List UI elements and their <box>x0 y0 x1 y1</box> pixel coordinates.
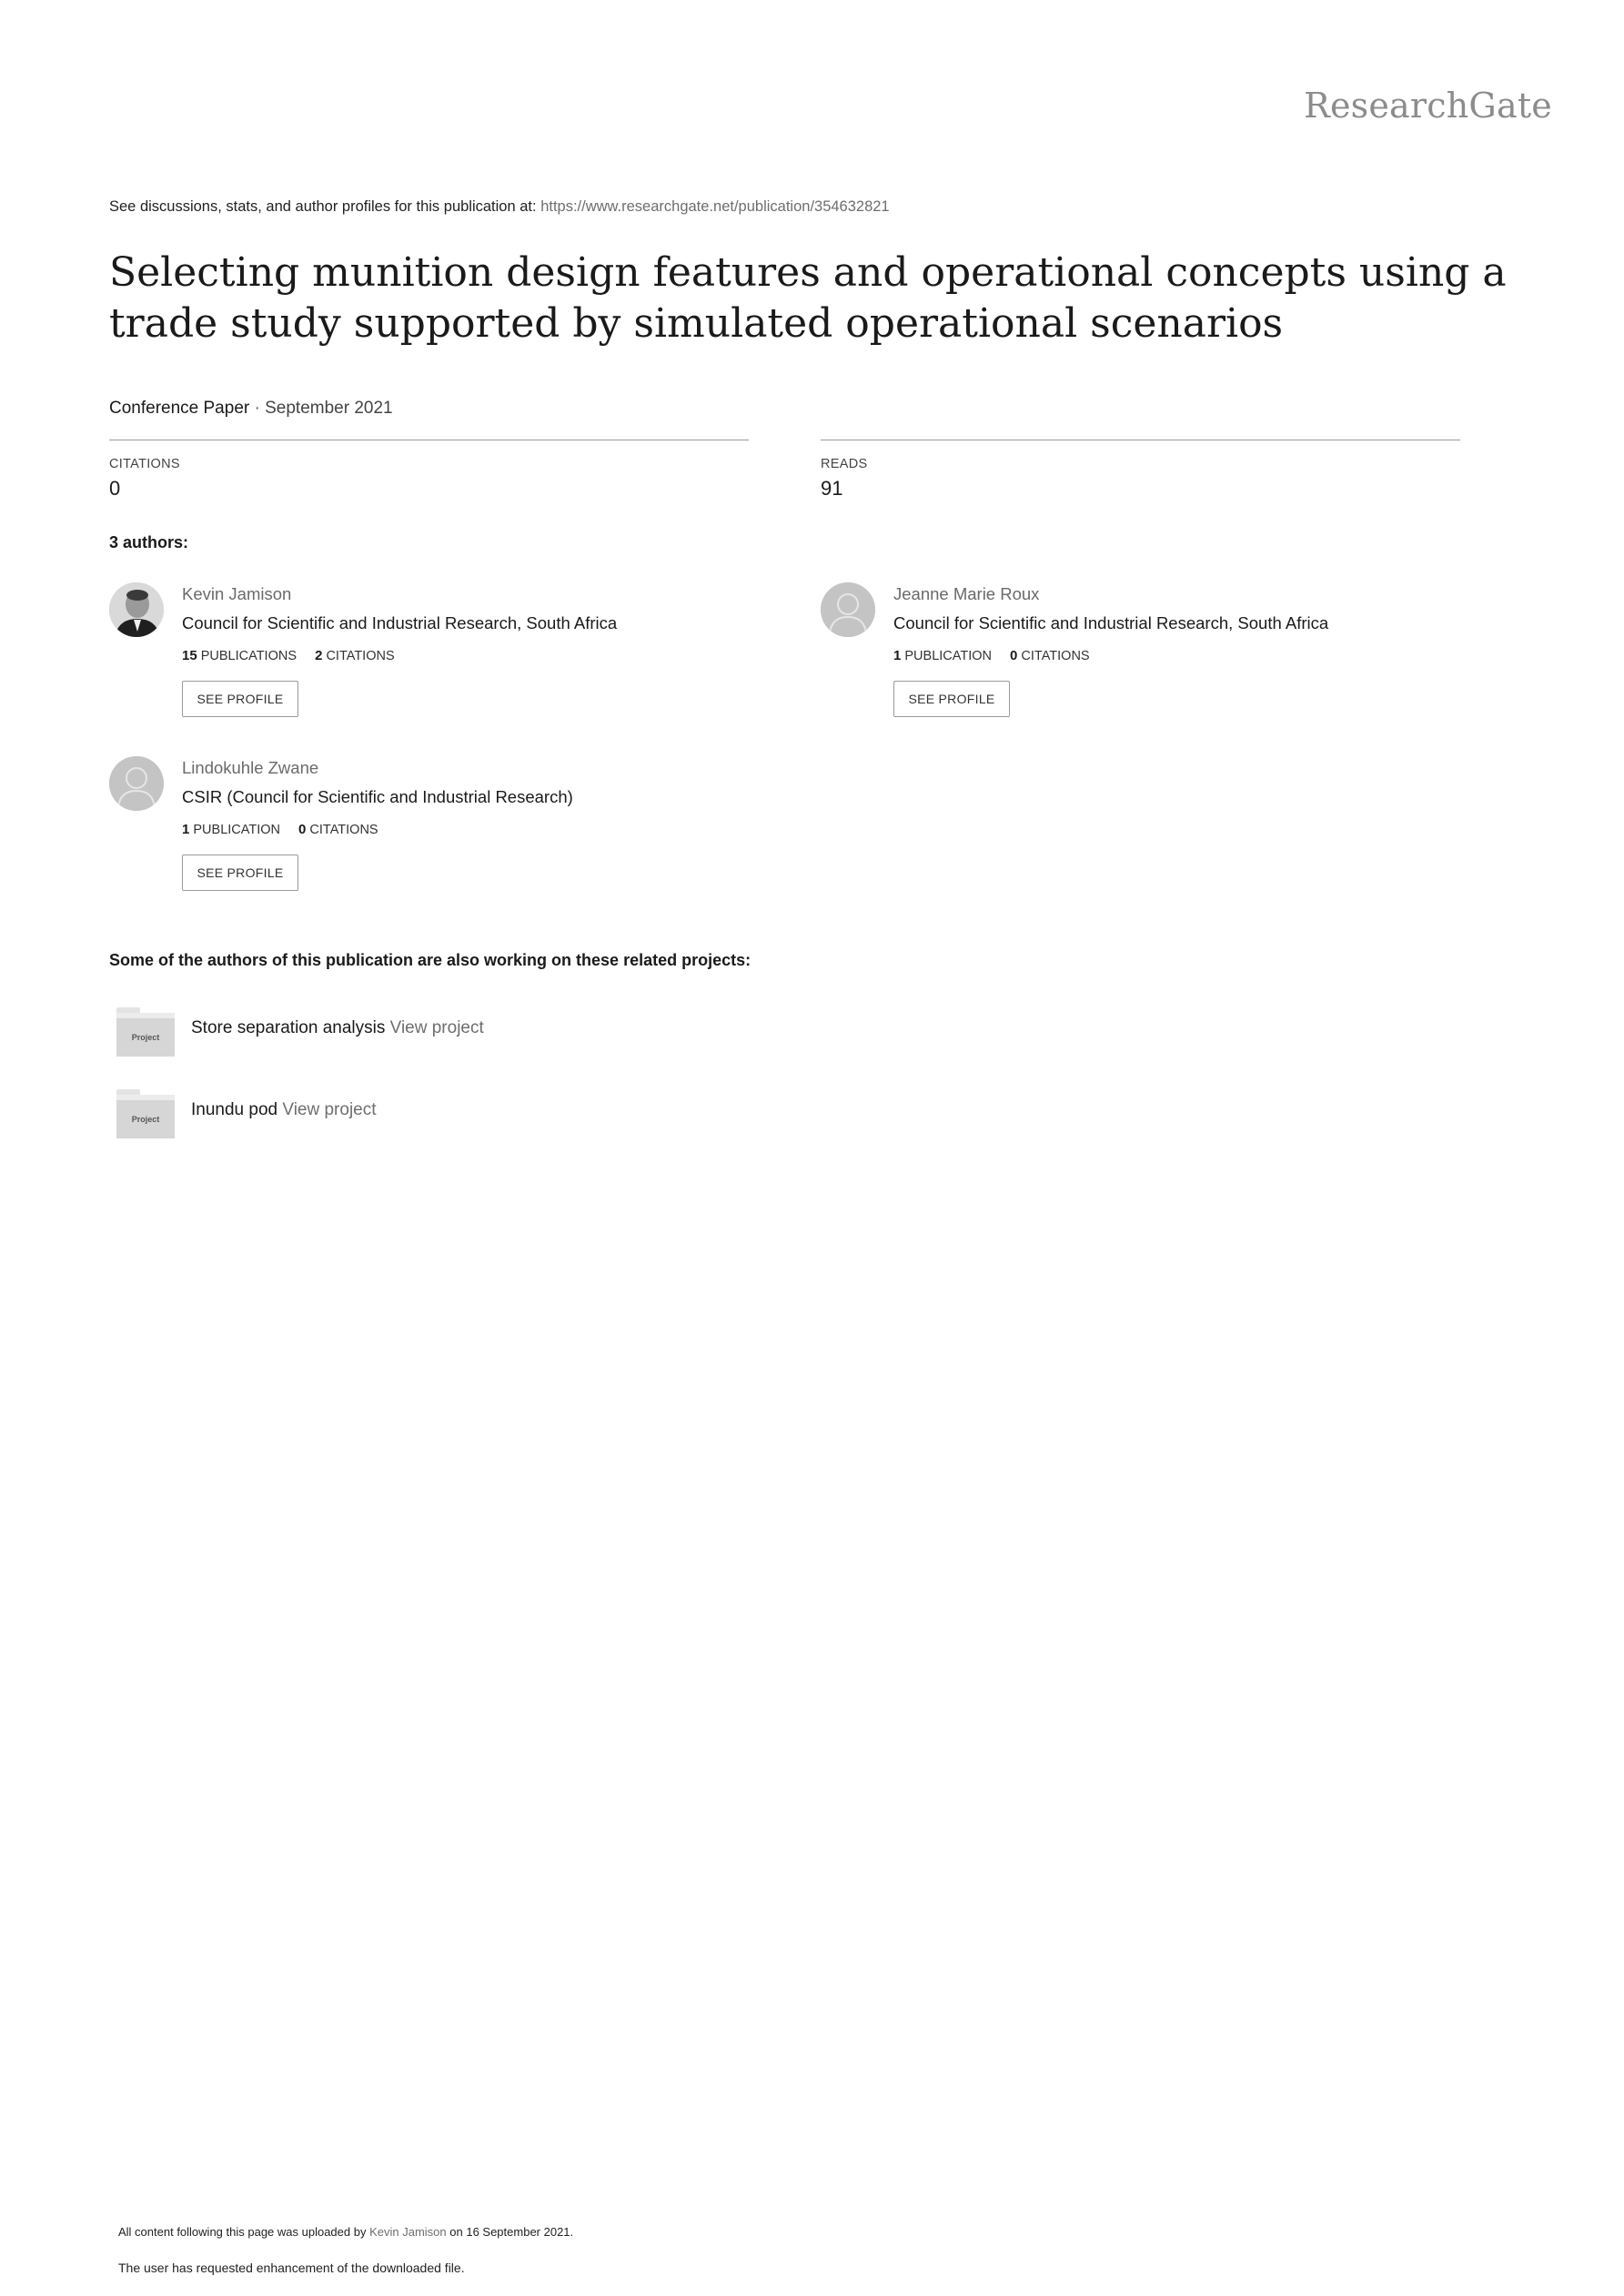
meta-separator: · <box>254 399 260 418</box>
author-card-jeanne-marie-roux <box>821 582 1512 737</box>
author-photo-icon <box>109 582 164 637</box>
publication-date: September 2021 <box>265 399 393 418</box>
author-institution: Council for Scientific and Industrial Research, South Africa <box>182 613 618 632</box>
publications-label: PUBLICATIONS <box>200 649 297 663</box>
reads-label: READS <box>821 457 868 471</box>
author-name[interactable]: Jeanne Marie Roux <box>893 584 1040 603</box>
citations-label: CITATIONS <box>309 823 378 837</box>
author-photo-avatar[interactable] <box>109 582 164 637</box>
project-text <box>191 1018 484 1038</box>
view-project-link[interactable]: View project <box>389 1018 484 1037</box>
upload-suffix: on 16 September 2021. <box>449 2225 574 2239</box>
user-placeholder-icon <box>109 756 164 811</box>
project-item <box>116 1007 753 1058</box>
enhancement-note: The user has requested enhancement of the downloaded file. <box>118 2261 465 2275</box>
publications-label: PUBLICATION <box>193 823 280 837</box>
author-stats <box>182 822 378 837</box>
publications-count: 15 <box>182 648 197 663</box>
publications-label: PUBLICATION <box>904 649 992 663</box>
project-icon-label: Project <box>116 1018 175 1057</box>
author-placeholder-avatar[interactable] <box>109 756 164 811</box>
see-discussions-line <box>109 198 890 216</box>
project-name: Inundu pod <box>191 1100 278 1119</box>
project-item <box>116 1089 753 1140</box>
upload-prefix: All content following this page was uploaded by <box>118 2225 367 2239</box>
project-name: Store separation analysis <box>191 1018 386 1037</box>
see-profile-button[interactable]: SEE PROFILE <box>182 681 298 717</box>
publication-title: Selecting munition design features and operational concepts using a trade study supported by simulated operational scenarios <box>109 249 1507 347</box>
project-folder-icon <box>116 1007 175 1057</box>
publications-count: 1 <box>893 648 902 663</box>
citations-count: 2 <box>315 648 323 663</box>
project-folder-icon <box>116 1089 175 1138</box>
authors-heading: 3 authors: <box>109 533 189 551</box>
citations-count: 0 <box>298 822 307 837</box>
author-name[interactable]: Lindokuhle Zwane <box>182 758 319 777</box>
related-projects-heading: Some of the authors of this publication are also working on these related projects: <box>109 951 751 969</box>
author-institution: Council for Scientific and Industrial Research, South Africa <box>893 613 1329 632</box>
project-icon-label: Project <box>116 1100 175 1138</box>
see-profile-button[interactable]: SEE PROFILE <box>893 681 1010 717</box>
publication-meta <box>109 399 393 419</box>
author-name[interactable]: Kevin Jamison <box>182 584 292 603</box>
project-text <box>191 1100 377 1120</box>
researchgate-logo[interactable]: ResearchGate <box>1304 86 1552 126</box>
uploader-link[interactable]: Kevin Jamison <box>369 2225 447 2239</box>
author-card-lindokuhle-zwane <box>109 756 801 911</box>
citations-count: 0 <box>1010 648 1018 663</box>
author-card-kevin-jamison <box>109 582 801 737</box>
author-institution: CSIR (Council for Scientific and Industrial Research) <box>182 787 573 806</box>
see-profile-button[interactable]: SEE PROFILE <box>182 855 298 891</box>
publications-count: 1 <box>182 822 190 837</box>
upload-note <box>118 2225 573 2239</box>
citations-label: CITATIONS <box>326 649 395 663</box>
citations-count: 0 <box>109 477 121 500</box>
publication-url-link[interactable]: https://www.researchgate.net/publication/354632821 <box>540 198 890 215</box>
reads-count: 91 <box>821 477 843 500</box>
citations-label: CITATIONS <box>109 457 180 471</box>
author-placeholder-avatar[interactable] <box>821 582 875 637</box>
publication-type: Conference Paper <box>109 399 250 418</box>
citations-label: CITATIONS <box>1021 649 1090 663</box>
see-discussions-text: See discussions, stats, and author profiles for this publication at: <box>109 198 537 215</box>
user-placeholder-icon <box>821 582 875 637</box>
view-project-link[interactable]: View project <box>282 1100 377 1119</box>
author-stats <box>182 648 395 663</box>
author-stats <box>893 648 1090 663</box>
